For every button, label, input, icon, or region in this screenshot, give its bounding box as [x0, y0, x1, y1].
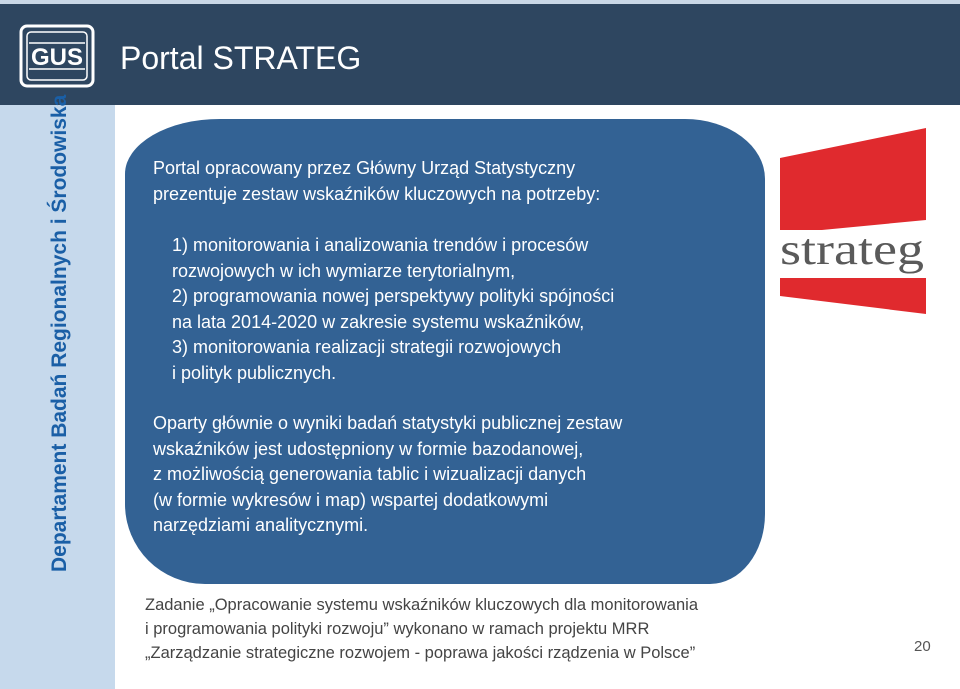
department-label-text: Departament Badań Regionalnych i Środowiska — [48, 94, 71, 572]
intro-line: Portal opracowany przez Główny Urząd Statystyczny — [153, 158, 576, 178]
header-bar — [0, 4, 960, 105]
list-item: 1) monitorowania i analizowania trendów i procesów — [172, 235, 589, 255]
list-item: 3) monitorowania realizacji strategii rozwojowych — [172, 337, 562, 357]
list-item: rozwojowych w ich wymiarze terytorialnym, — [172, 260, 516, 281]
page-number: 20 — [914, 638, 931, 655]
strateg-logo — [778, 126, 928, 316]
intro-line: prezentuje zestaw wskaźników kluczowych na potrzeby: — [153, 183, 601, 204]
paragraph-line: (w formie wykresów i map) wspartej dodatkowymi — [153, 489, 549, 510]
strateg-logo-red-bottom — [780, 276, 926, 314]
paragraph-line: Oparty głównie o wyniki badań statystyki publicznej zestaw — [153, 413, 623, 433]
department-label — [48, 12, 72, 572]
footer-line: Zadanie „Opracowanie systemu wskaźników kluczowych dla monitorowania — [145, 596, 698, 614]
panel-list — [172, 233, 692, 386]
paragraph-line: z możliwością generowania tablic i wizualizacji danych — [153, 464, 587, 484]
footer-line: i programowania polityki rozwoju” wykonano w ramach projektu MRR — [145, 620, 650, 638]
footer-line: „Zarządzanie strategiczne rozwojem - poprawa jakości rządzenia w Polsce” — [145, 644, 696, 662]
paragraph-line: wskaźników jest udostępniony w formie bazodanowej, — [153, 438, 584, 459]
paragraph-line: narzędziami analitycznymi. — [153, 515, 369, 535]
strateg-logo-text: strateg — [780, 225, 924, 274]
footer-note — [145, 593, 785, 665]
list-item: i polityk publicznych. — [172, 362, 337, 383]
strateg-logo-red-top — [780, 128, 926, 234]
panel-paragraph — [153, 411, 733, 539]
panel-intro — [153, 156, 713, 207]
list-item: 2) programowania nowej perspektywy polityki spójności — [172, 286, 615, 306]
list-item: na lata 2014-2020 w zakresie systemu wskaźników, — [172, 311, 585, 332]
page-title: Portal STRATEG — [120, 40, 362, 76]
gus-logo-text: GUS — [30, 44, 84, 71]
